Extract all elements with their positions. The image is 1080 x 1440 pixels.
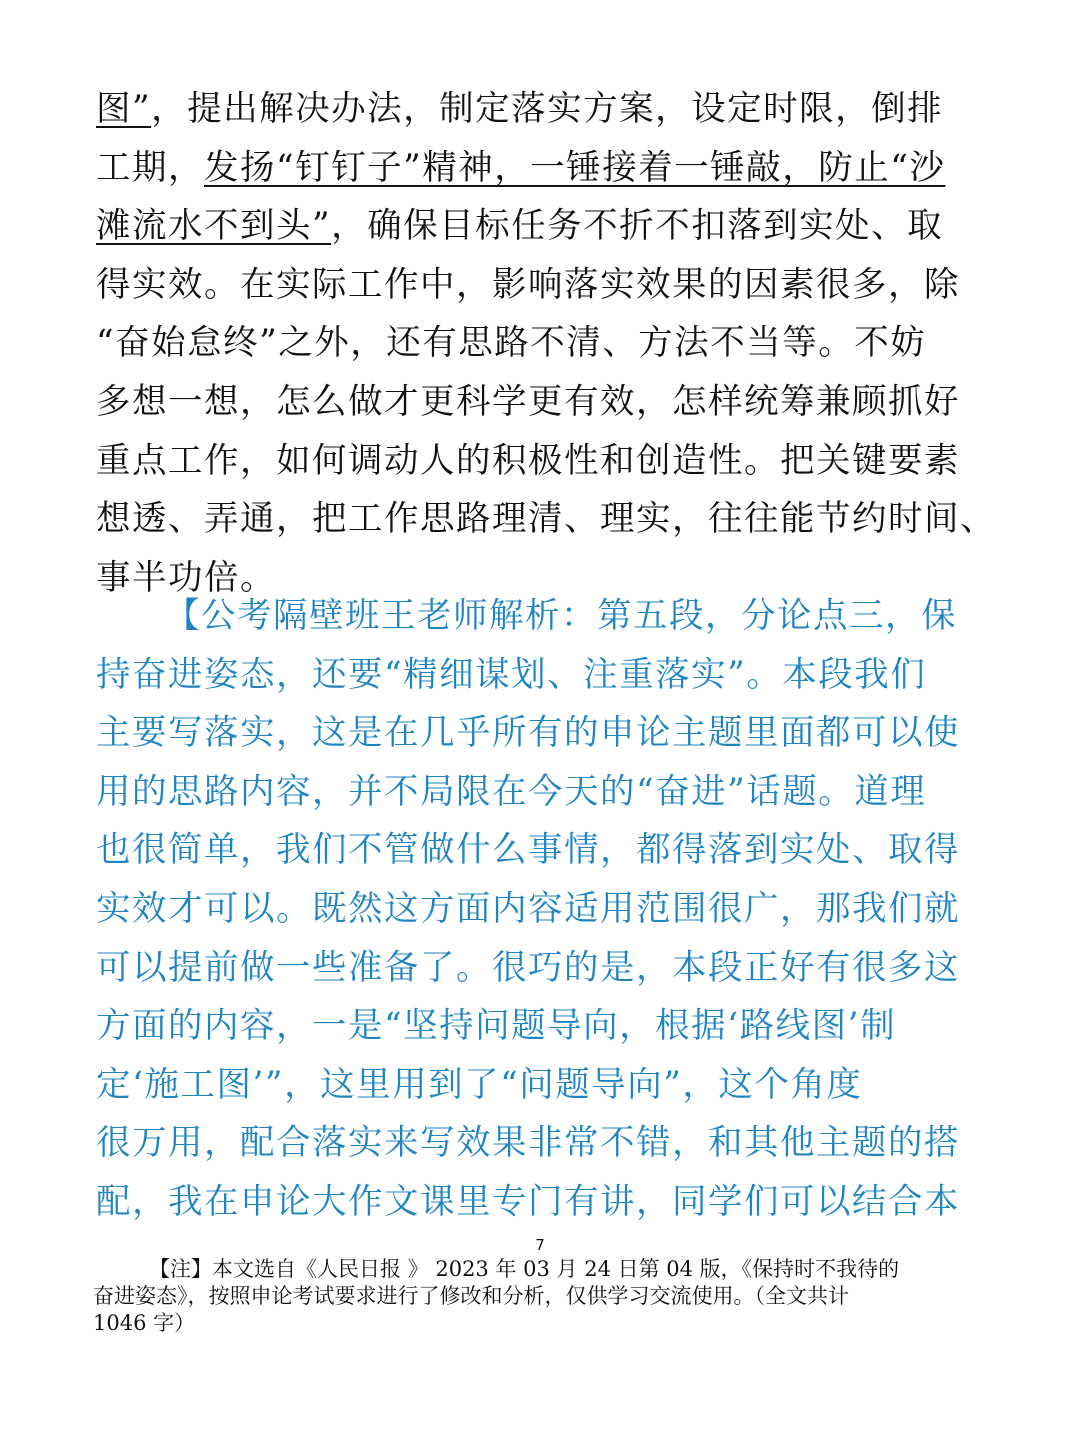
- text-line: 得实效。在实际工作中，影响落实效果的因素很多，除: [96, 264, 960, 305]
- analysis-line: 很万用，配合落实来写效果非常不错，和其他主题的搭: [96, 1123, 960, 1164]
- footnote-line: 【注】本文选自《人民日报 》 2023 年 03 月 24 日第 04 版，《保持时不我待的: [149, 1257, 900, 1281]
- page-number: 7: [535, 1236, 545, 1254]
- text-run: ，确保目标任务不折不扣落到实处、取: [331, 206, 944, 247]
- analysis-line: 实效才可以。既然这方面内容适用范围很广，那我们就: [96, 888, 960, 929]
- text-line: [96, 139, 988, 198]
- text-line: [96, 197, 988, 256]
- underlined-text: 发扬“钉钉子”精神，一锤接着一锤敲，防止“沙: [204, 147, 946, 188]
- article-paragraph: [96, 80, 996, 607]
- footnote-line: 奋进姿态》，按照申论考试要求进行了修改和分析，仅供学习交流使用。（全文共计: [93, 1284, 849, 1308]
- text-run: 工期，: [96, 147, 204, 188]
- analysis-line: 用的思路内容，并不局限在今天的“奋进”话题。道理: [96, 771, 927, 812]
- footnote: [93, 1256, 989, 1337]
- footnote-line: 1046 字）: [93, 1311, 196, 1335]
- analysis-line: 持奋进姿态，还要“精细谋划、注重落实”。本段我们: [96, 654, 927, 695]
- underlined-text: 滩流水不到头”: [96, 206, 332, 247]
- analysis-line: 也很简单，我们不管做什么事情，都得落到实处、取得: [96, 830, 960, 871]
- analysis-line: 方面的内容，一是“坚持问题导向，根据‘路线图’制: [96, 1006, 897, 1047]
- underlined-text: 图”: [96, 89, 152, 129]
- text-line: “奋始怠终”之外，还有思路不清、方法不当等。不妨: [96, 323, 927, 364]
- analysis-line: 可以提前做一些准备了。很巧的是，本段正好有很多这: [96, 947, 960, 988]
- text-line: 重点工作，如何调动人的积极性和创造性。把关键要素: [96, 440, 960, 481]
- text-line: 想透、弄通，把工作思路理清、理实，往往能节约时间、: [96, 499, 996, 540]
- analysis-line: 【公考隔壁班王老师解析：第五段，分论点三，保: [165, 596, 957, 636]
- text-line: [96, 80, 988, 139]
- analysis-paragraph: [96, 587, 988, 1232]
- analysis-line: 主要写落实，这是在几乎所有的申论主题里面都可以使: [96, 713, 960, 754]
- analysis-line: 配，我在申论大作文课里专门有讲，同学们可以结合本: [96, 1181, 960, 1222]
- text-line: 事半功倍。: [96, 557, 276, 598]
- text-run: ，提出解决办法，制定落实方案，设定时限，倒排: [151, 89, 944, 129]
- text-line: 多想一想，怎么做才更科学更有效，怎样统筹兼顾抓好: [96, 381, 960, 422]
- analysis-line: 定‘施工图’”，这里用到了“问题导向”，这个角度: [96, 1064, 863, 1105]
